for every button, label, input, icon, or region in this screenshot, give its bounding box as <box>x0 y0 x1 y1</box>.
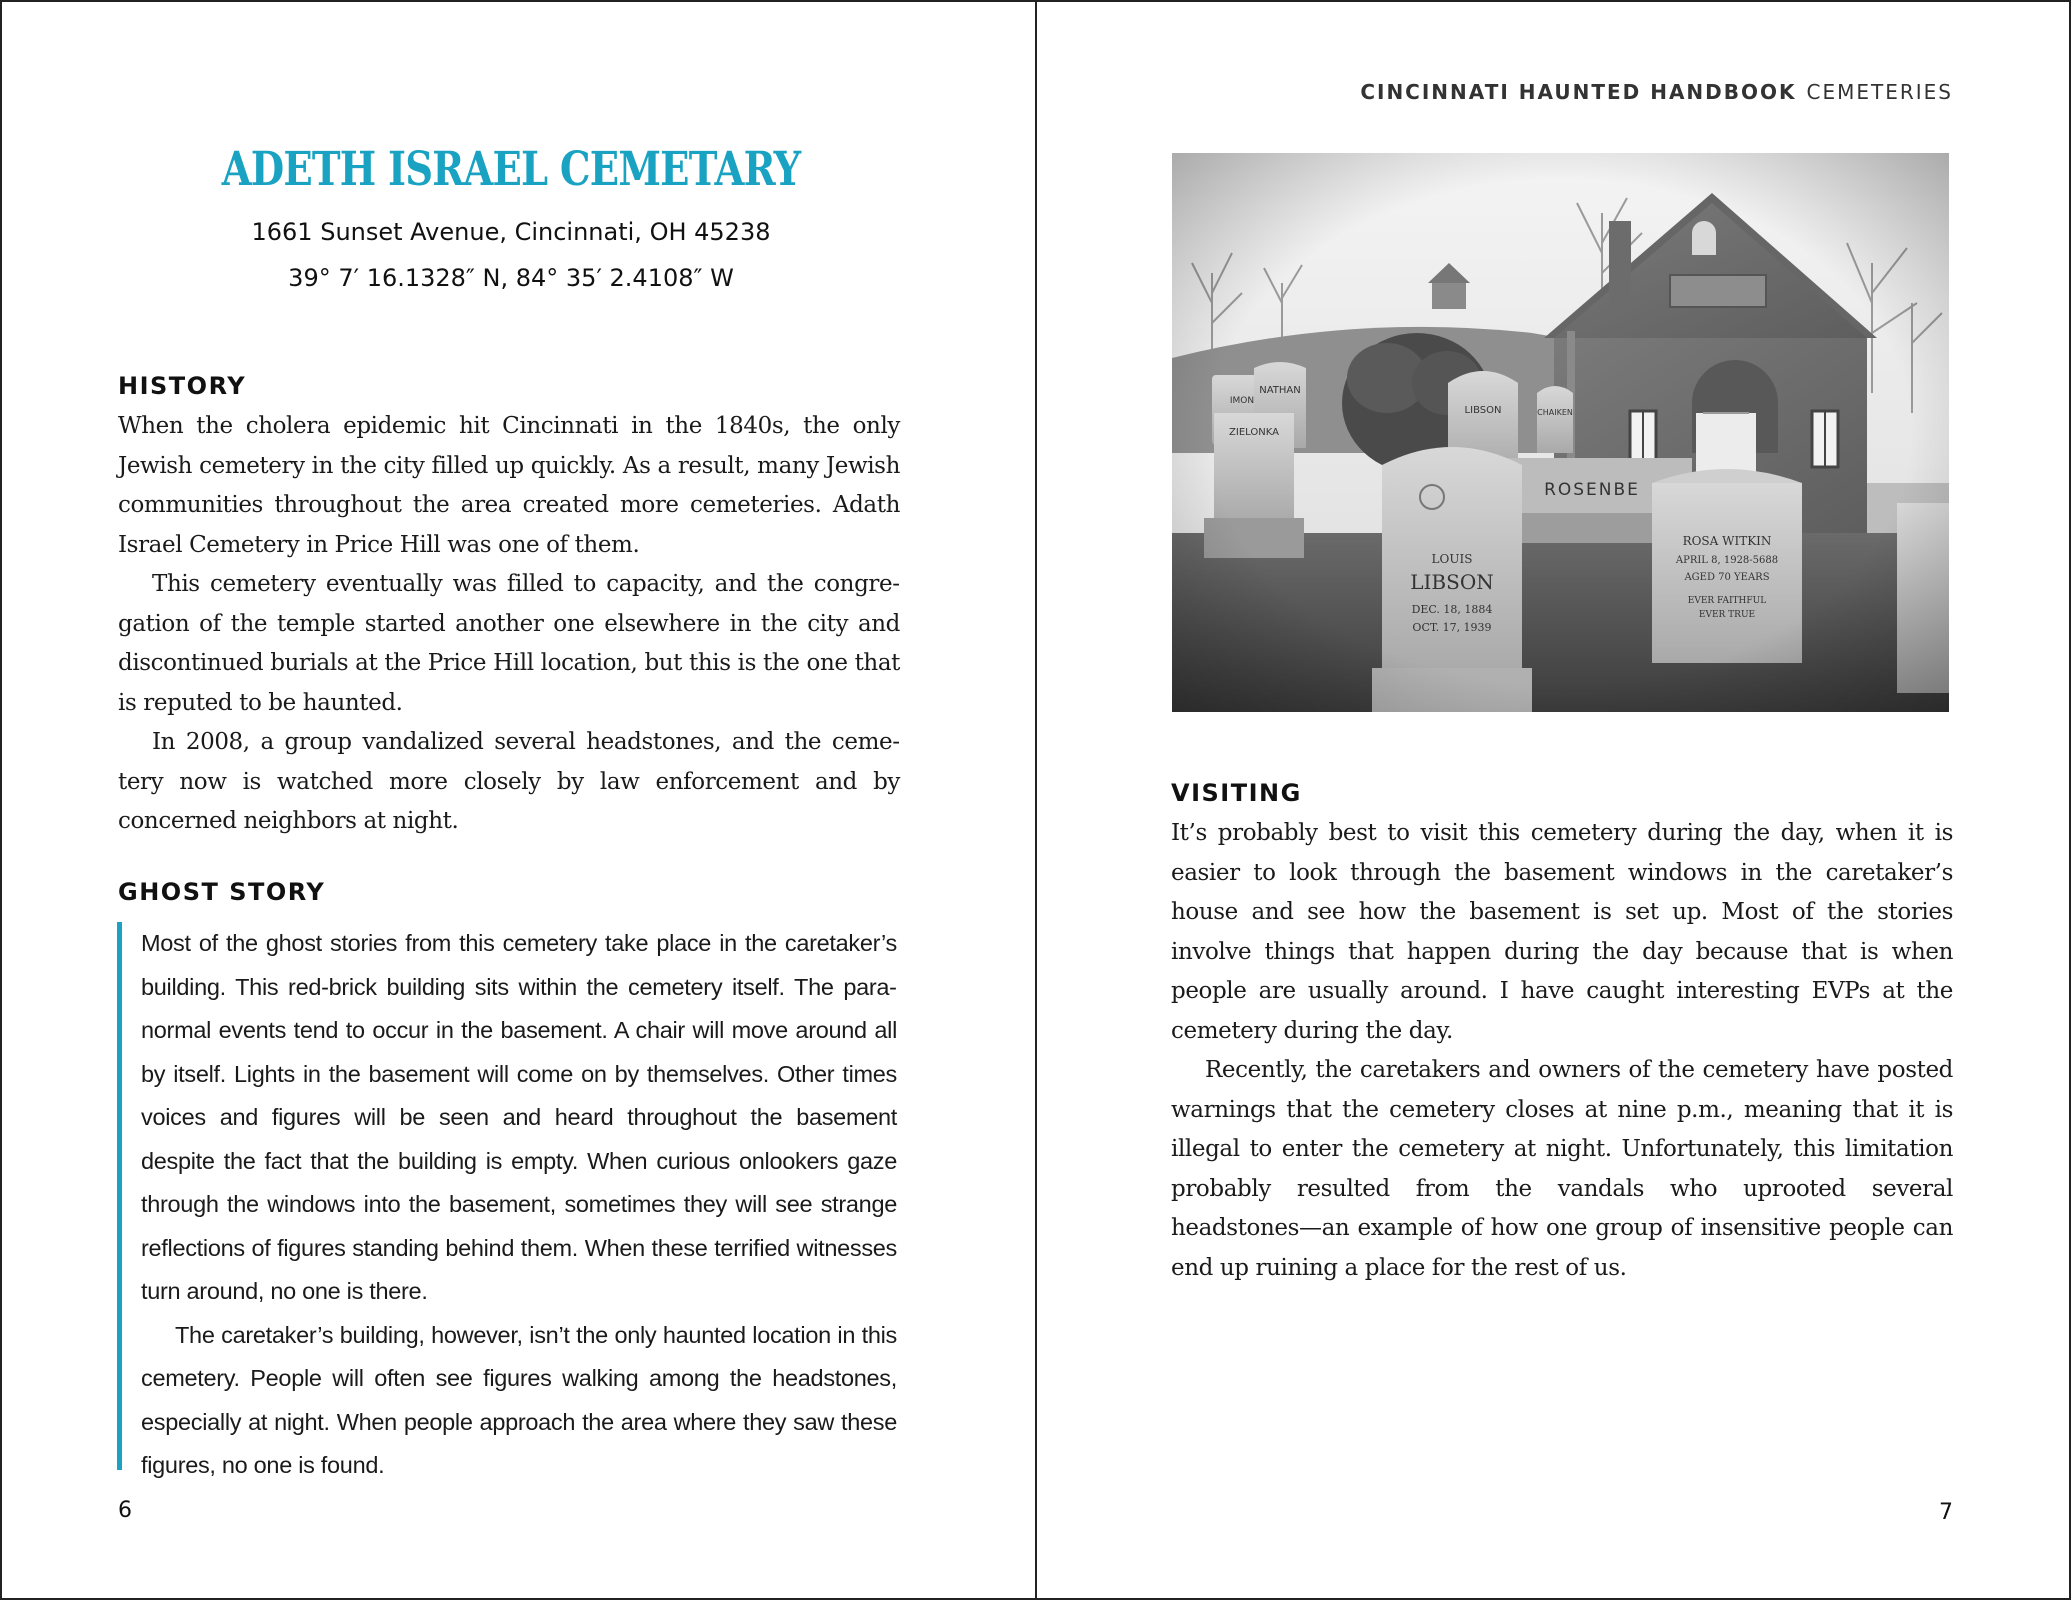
photo-vignette <box>1172 153 1949 712</box>
ghost-story-text <box>141 922 897 1488</box>
visiting-text <box>1171 814 1953 1288</box>
ghost-story-paragraph: The caretaker’s building, however, isn’t the only haunted location in this cemetery. People will often see figures walking among the headstones, especially at night. When people approach the area where they saw these figures, no one is found. <box>141 1321 897 1478</box>
history-text <box>118 407 900 842</box>
cemetery-photo <box>1172 153 1949 712</box>
running-head <box>1360 80 1953 104</box>
visiting-heading: VISITING <box>1171 779 1302 807</box>
left-page <box>0 0 1035 1600</box>
history-paragraph: When the cholera epidemic hit Cincinnati in the 1840s, the only Jewish cemetery in the city filled up quickly. As a result, many Jewish communities throughout the area created more cemeteries. Adath Israel Cemetery in Price Hill was one of them. <box>118 413 900 558</box>
page-number-right: 7 <box>1939 1500 1953 1525</box>
right-page <box>1037 0 2069 1600</box>
running-head-chapter: CEMETERIES <box>1806 80 1953 104</box>
callout-accent-bar <box>117 922 122 1470</box>
cemetery-coordinates: 39° 7′ 16.1328″ N, 84° 35′ 2.4108″ W <box>288 264 734 292</box>
running-head-book: CINCINNATI HAUNTED HANDBOOK <box>1360 80 1797 104</box>
page-number-left: 6 <box>118 1498 132 1523</box>
ghost-story-callout <box>117 922 907 1478</box>
cemetery-address: 1661 Sunset Avenue, Cincinnati, OH 45238 <box>251 218 771 246</box>
visiting-paragraph: It’s probably best to visit this cemetery during the day, when it is easier to look through the basement windows in the caretaker’s house and see how the basement is set up. Most of the stories involve things that happen during the day because that is when people are usually around. I have caught interesting EVPs at the cemetery during the day. <box>1171 820 1953 1044</box>
visiting-paragraph: Recently, the caretakers and owners of the cemetery have posted warnings that the cemetery closes at nine p.m., meaning that it is illegal to enter the cemetery at night. Unfortunately, this limitation probably resulted from the vandals who uprooted several headstones—an example of how one group of insensitive people can end up ruining a place for the rest of us. <box>1171 1057 1953 1281</box>
history-paragraph: In 2008, a group vandalized several headstones, and the cemetery now is watched more closely by law enforcement and by concerned neighbors at night. <box>118 729 900 834</box>
ghost-story-heading: GHOST STORY <box>118 878 326 906</box>
cemetery-title: ADETH ISRAEL CEMETARY <box>221 142 801 197</box>
history-heading: HISTORY <box>118 372 247 400</box>
ghost-story-paragraph: Most of the ghost stories from this cemetery take place in the caretaker’s building. This red-brick building sits within the cemetery itself. The paranormal events tend to occur in the basement. A chair will move around all by itself. Lights in the basement will come on by themselves. Other times voices and figures will be seen and heard throughout the basement despite the fact that the building is empty. When curious onlookers gaze through the windows into the basement, sometimes they will see strange reflections of figures standing behind them. When these terrified witnesses turn around, no one is there. <box>141 930 897 1304</box>
history-paragraph: This cemetery eventually was filled to capacity, and the congregation of the temple started another one elsewhere in the city and discontinued burials at the Price Hill location, but this is the one that is reputed to be haunted. <box>118 571 900 716</box>
